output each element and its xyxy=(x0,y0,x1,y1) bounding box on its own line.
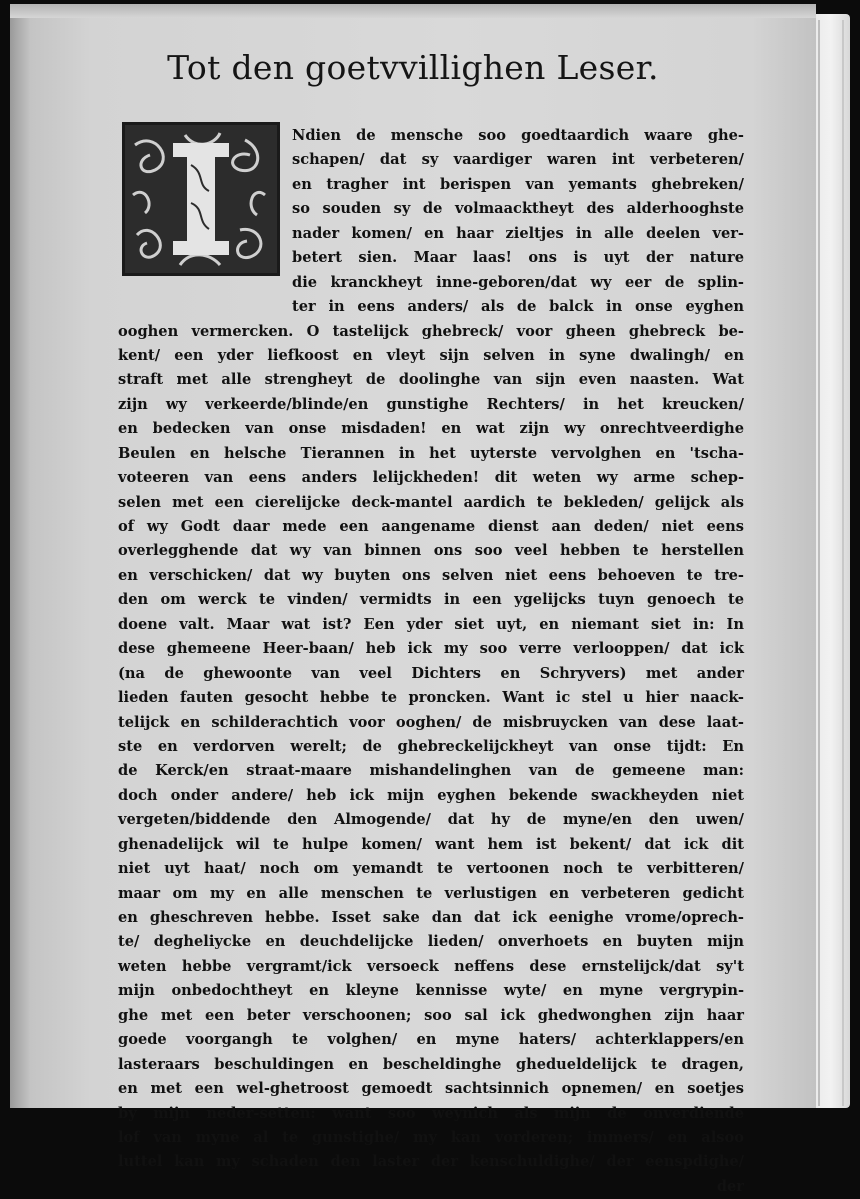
text-line: en met een wel-ghetroost gemoedt sachtsinnich opnemen/ en soetjes xyxy=(118,1080,744,1098)
text-line: by mijn neder-setten: want soo weynich als mijn de onverdiende xyxy=(118,1104,744,1122)
page-top-shadow xyxy=(10,4,816,18)
text-line: weten hebbe vergramt/ick versoeck neffens dese ernstelijck/dat sy't xyxy=(118,957,744,975)
text-line: schapen/ dat sy vaardiger waren int verbeteren/ xyxy=(292,151,744,169)
text-line: die kranckheyt inne-geboren/dat wy eer de splin- xyxy=(292,273,744,291)
text-line: so souden sy de volmaacktheyt des alderhooghste xyxy=(292,200,744,218)
text-line: de Kerck/en straat-maare mishandelinghen van de gemeene man: xyxy=(118,762,744,780)
text-line: te/ degheliycke en deuchdelijcke lieden/ onverhoets en buyten mijn xyxy=(118,933,744,951)
text-line: lof van myne al te gunstighe/ my kan vorderen; immers/ en alsoo xyxy=(118,1128,744,1146)
text-line: (na de ghewoonte van veel Dichters en Schryvers) met ander xyxy=(118,664,744,682)
text-line: mijn onbedochtheyt en kleyne kennisse wyte/ en myne vergrypin- xyxy=(118,982,744,1000)
text-line: ste en verdorven werelt; de ghebreckelijckheyt van onse tijdt: En xyxy=(118,737,744,755)
text-line: goede voorgangh te volghen/ en myne haters/ achterklappers/en xyxy=(118,1031,744,1049)
text-line: betert sien. Maar laas! ons is uyt der nature xyxy=(292,249,744,267)
text-line: dese ghemeene Heer-baan/ heb ick my soo verre verlooppen/ dat ick xyxy=(118,640,744,658)
text-line: of wy Godt daar mede een aangename dienst aan deden/ niet eens xyxy=(118,518,744,535)
text-line: maar om my en alle menschen te verlustigen en verbeteren gedicht xyxy=(118,884,744,902)
text-line: Beulen en helsche Tierannen in het uyterste vervolghen en 'tscha- xyxy=(118,444,744,462)
book-spine-edge xyxy=(818,20,844,1106)
text-line: straft met alle strengheyt de doolinghe van sijn even naasten. Wat xyxy=(118,371,744,389)
text-line: ghenadelijck wil te hulpe komen/ want hem ist bekent/ dat ick dit xyxy=(118,835,744,853)
text-line: selen met een cierelijcke deck-mantel aardich te bekleden/ gelijck als xyxy=(118,493,744,511)
text-line: niet uyt haat/ noch om yemandt te vertoonen noch te verbitteren/ xyxy=(118,860,744,878)
page-title: Tot den goetvvillighen Leser. xyxy=(167,48,659,87)
text-line: en bedecken van onse misdaden! en wat zijn wy onrechtveerdighe xyxy=(118,420,744,438)
text-line: en ghеschreven hebbe. Isset sake dan dat ick eenighe vrome/oprech- xyxy=(118,909,744,926)
text-line: ooghen vermercken. O tastelijck ghebreck/ voor gheen ghebreck be- xyxy=(118,322,744,340)
text-line: voteeren van eens anders lelijckheden! dit weten wy arme schep- xyxy=(118,469,744,487)
text-line: doene valt. Maar wat ist? Een yder siet uyt, en niemant siet in: In xyxy=(118,615,744,633)
text-line: zijn wy verkeerde/blinde/en gunstighe Rechters/ in het kreucken/ xyxy=(118,395,744,413)
text-line: telijck en schilderachtich voor ooghen/ de misbruycken van dese laat- xyxy=(118,713,744,731)
text-line: luttel kan my schaden den laster der kenschuldighe/ der eenspdighe/ xyxy=(118,1153,744,1171)
text-line: en verschicken/ dat wy buyten ons selven niet eens behoeven te tre- xyxy=(118,566,744,584)
text-line: nader komen/ en haar zieltjes in alle deelen ver- xyxy=(292,224,744,242)
body-text xyxy=(118,124,744,1199)
text-line: kent/ een yder liefkoost en vleyt sijn selven in syne dwalingh/ en xyxy=(118,346,744,364)
text-line: en tragher int berispen van yemants ghebreken/ xyxy=(292,175,744,193)
text-line: Ndien de mensche soo goedtaardich waare ghe- xyxy=(292,127,744,144)
catchword: der xyxy=(716,1177,744,1195)
text-line: lieden fauten gesocht hebbe te proncken. Want ic stel u hier naack- xyxy=(118,689,744,707)
text-line: doch onder andere/ heb ick mijn eyghen bekende swackheyden niet xyxy=(118,786,744,804)
text-line: ghe met een beter verschoonen; soo sal ick ghedwonghen zijn haar xyxy=(118,1006,744,1024)
book-page xyxy=(10,4,816,1195)
text-line: vergeten/biddende den Almogende/ dat hy de myne/en den uwen/ xyxy=(118,811,744,829)
text-line: overlegghende dat wy van binnen ons soo veel hebben te herstellen xyxy=(118,542,744,560)
text-line: ter in eens anders/ als de balck in onse eyghen xyxy=(292,298,744,316)
text-line: lasteraars beschuldingen en bescheldinghe ghedueldelijck te dragen, xyxy=(118,1055,744,1073)
text-line: den om werck te vinden/ vermidts in een ygelijcks tuyn genoech te xyxy=(118,591,744,609)
